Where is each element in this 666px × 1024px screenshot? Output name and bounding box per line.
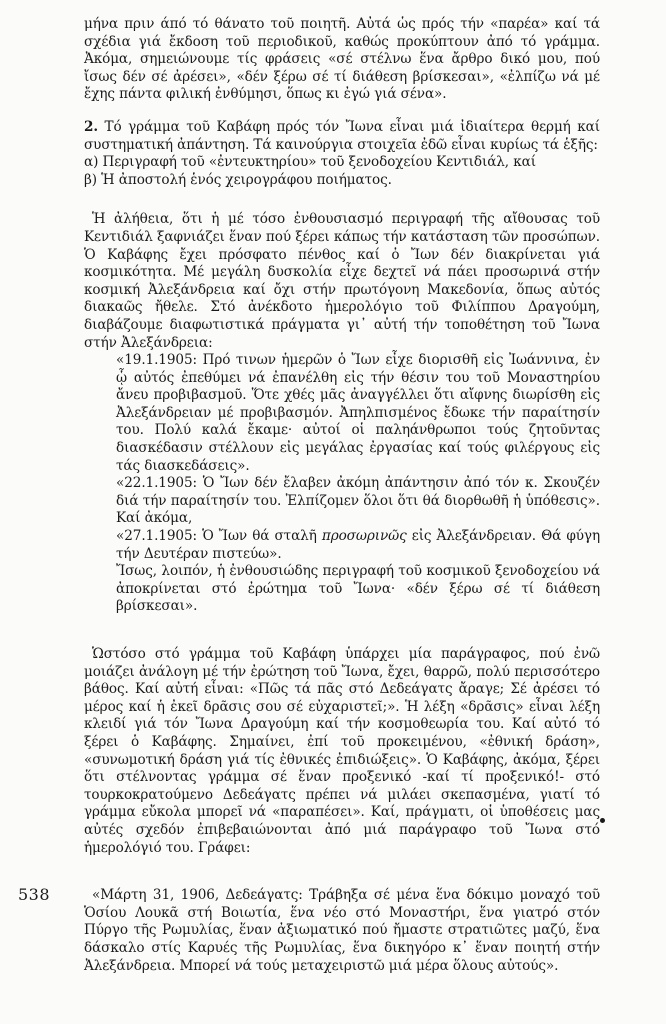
list-item-b: β) Ἡ ἀποστολή ἑνός χειρογράφου ποιήματος. [84, 171, 392, 188]
page-number: 538 [18, 885, 51, 904]
page-body [84, 16, 600, 975]
quote-27-emphasis: προσωρινῶς [321, 528, 407, 545]
section-number: 2. [84, 118, 98, 135]
section-2-text: Τό γράμμα τοῦ Καβάφη πρός τόν Ἴωνα εἶναι μιά ἰδιαίτερα θερμή καί συστηματική ἀπάντηση. Τά καινούργια στοιχεῖα ἐδῶ εἶναι κυρίως τά ἑξῆς: [84, 118, 600, 153]
paragraph-perhaps: Ἴσως, λοιπόν, ἡ ἐνθουσιώδης περιγραφή τοῦ κοσμικοῦ ξενοδοχείου νά ἀποκρίνεται στό ἐρώτημα τοῦ Ἴωνα· «δέν ξέρω σέ τί διάθεση βρίσκεσαι». [116, 563, 600, 615]
section-2-paragraph [84, 119, 600, 154]
quote-22-1-1905: «22.1.1905: Ὁ Ἴων δέν ἔλαβεν ἀκόμη ἀπάντησιν ἀπό τόν κ. Σκουζέν διά τήν παραίτησίν του. Ἐλπίζομεν ὅλοι ὅτι θά διορθωθῆ ἡ ὑπόθεσις». Καί ἀκόμα, [116, 475, 600, 527]
paragraph-however: Ὡστόσο στό γράμμα τοῦ Καβάφη ὑπάρχει μία παράγραφος, πού ἐνῶ μοιάζει ἀνάλογη μέ τήν ἐρώτηση τοῦ Ἴωνα, ἔχει, θαρρῶ, πολύ περισσότερο βάθος. Καί αὐτή εἶναι: «Πῶς τά πᾶς στό Δεδεάγατς ἄραγε; Σέ ἀρέσει τό μέρος καί ἡ ἐκεῖ δρᾶσις σου σέ εὐχαριστεῖ;». Ἡ λέξη «δρᾶσις» εἶναι λέξη κλειδί γιά τόν Ἴωνα Δραγούμη καί τήν κοσμοθεωρία του. Καί αὐτό τό ξέρει ὁ Καβάφης. Σημαίνει, ἐπί τοῦ προκειμένου, «ἐθνική δράση», «συνωμοτική δράση γιά τίς ἐθνικές ἐπιδιώξεις». Ὁ Καβάφης, ἀκόμα, ξέρει ὅτι στέλνοντας γράμμα σέ ἕναν προξενικό -καί τί προξενικό!- στό τουρκοκρατούμενο Δεδεάγατς πρέπει νά μιλάει σκεπασμένα, γιατί τό γράμμα εὔκολα μπορεῖ νά «παραπέσει». Καί, πράγματι, οἱ ὑποθέσεις μας αὐτές σχεδόν ἐπιβεβαιώνονται ἀπό μιά παράγραφο τοῦ Ἴωνα στό ἡμερολόγιό του. Γράφει: [84, 646, 600, 856]
list-item-a: α) Περιγραφή τοῦ «ἐντευκτηρίου» τοῦ ξενοδοχείου Κεντιδιάλ, καί [84, 154, 536, 171]
paragraph-opening: μήνα πριν άπό τό θάνατο τοῦ ποιητῆ. Αὐτά ὡς πρός τήν «παρέα» καί τά σχέδια γιά ἔκδοση τοῦ περιοδικοῦ, καθώς προκύπτουν ἀπό τό γράμμα. Ἀκόμα, σημειώνουμε τίς φράσεις «σέ στέλνω ἕνα ἄρθρο δικό μου, πού ἴσως δέν σέ ἀρέσει», «δέν ξέρω σέ τί διάθεση βρίσκεσαι», «ἐλπίζω νά μέ ἔχης πάντα φιλική ἐνθύμησι, ὅπως κι ἐγώ γιά σένα». [84, 16, 600, 103]
quote-27-1-1905 [116, 528, 600, 563]
margin-mark [600, 818, 605, 823]
quote-31-3-1906: «Μάρτη 31, 1906, Δεδεάγατς: Τράβηξα σέ μένα ἕνα δόκιμο μοναχό τοῦ Ὁσίου Λουκᾶ στή Βοιωτία, ἕνα νέο στό Μοναστήρι, ἕνα γιατρό στόν Πύργο τῆς Ρωμυλίας, ἕναν ἀξιωματικό πού ἤμαστε στρατιῶτες μαζύ, ἕνα δάσκαλο στίς Καρυές τῆς Ρωμυλίας, ἕνα δικηγόρο κ᾽ ἕναν ποιητή στήν Ἀλεξάνδρεια. Μπορεί νά τούς μεταχειριστῶ μιά μέρα ὅλους αὐτούς». [84, 887, 600, 974]
quote-27-post: εἰς Ἀλεξάνδρειαν. Θά φύγη τήν Δευτέραν πιστεύω». [116, 528, 600, 562]
quote-27-pre: «27.1.1905: Ὁ Ἴων θά σταλῆ [116, 528, 322, 545]
diary-quotes [116, 352, 600, 616]
quote-19-1-1905: «19.1.1905: Πρό τινων ἡμερῶν ὁ Ἴων εἶχε διορισθῆ εἰς Ἰωάννινα, ἐν ᾧ αὐτός ἐπεθύμει νά ἐπανέλθη εἰς τήν θέσιν του τοῦ Μοναστηρίου ἄνευ προβιβασμοῦ. Ὅτε χθές μᾶς ἀναγγέλλει ὅτι αἴφνης διωρίσθη εἰς Ἀλεξάνδρειαν μέ προβιβασμόν. Ἀπηλπισμένος ἔδωκε τήν παραίτησίν του. Πολύ καλά ἔκαμε· αὐτοί οἱ παληάνθρωποι τούς ζητοῦντας διασκέδασιν στέλλουν εἰς μεγάλας ἐργασίας καί τούς φιλέργους εἰς τάς διασκεδάσεις». [116, 352, 600, 474]
paragraph-truth: Ἡ ἀλήθεια, ὅτι ἡ μέ τόσο ἐνθουσιασμό περιγραφή τῆς αἴθουσας τοῦ Κεντιδιάλ ξαφνιάζει ἕναν πού ξέρει κάπως τήν κατάσταση τῶν προσώπων. Ὁ Καβάφης ἔχει πρόσφατο πένθος καί ὁ Ἴων δέν διακρίνεται γιά κοσμικότητα. Μέ μεγάλη δυσκολία εἶχε δεχτεῖ νά πάει προσωρινά στήν κοσμική Ἀλεξάνδρεια καί ὄχι στήν πρωτόγονη Μακεδονία, ὅπως αὐτός διακαῶς ἤθελε. Στό ἀνέκδοτο ἡμερολόγιο τοῦ Φιλίππου Δραγούμη, διαβάζουμε διαφωτιστικά πράγματα γι᾽ αὐτή τήν τοποθέτηση τοῦ Ἴωνα στήν Ἀλεξάνδρεια: [84, 211, 600, 351]
